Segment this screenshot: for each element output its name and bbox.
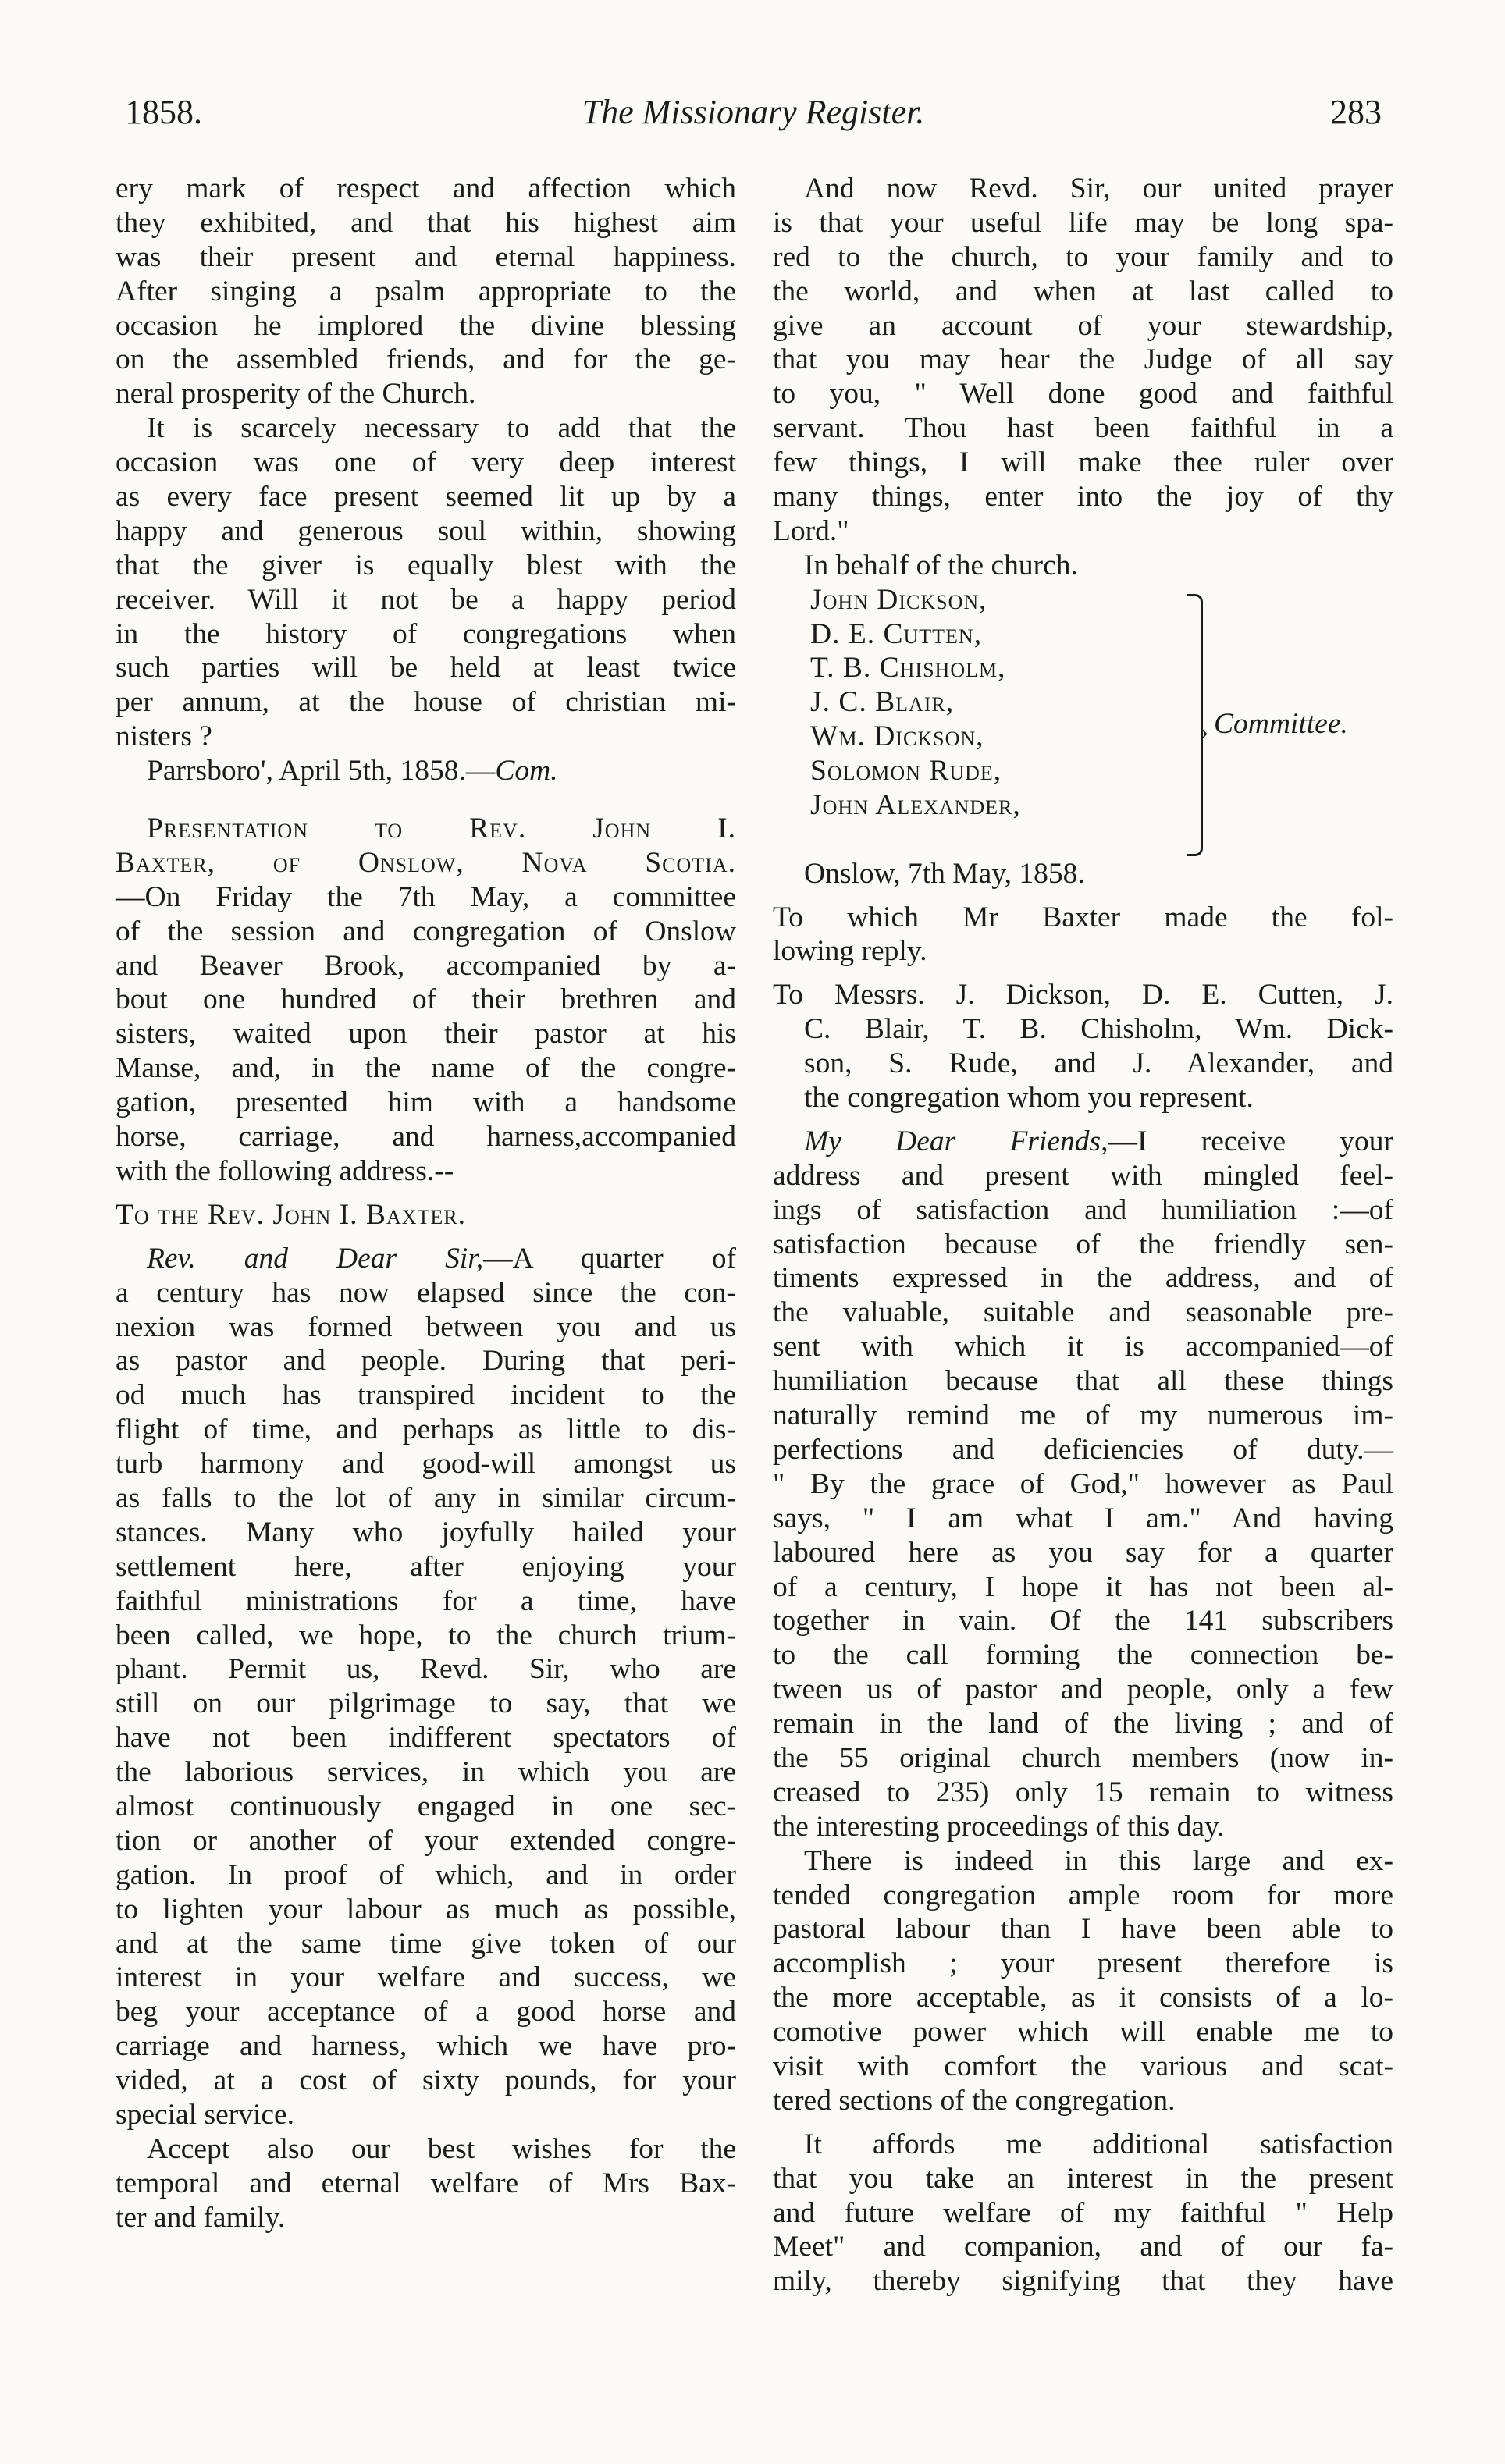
text-line: address and present with mingled feel- (773, 1159, 1393, 1192)
text-line: have not been indifferent spectators of (116, 1722, 736, 1755)
text-line: humiliation because that all these things (773, 1365, 1393, 1398)
paragraph-reply (773, 1125, 1393, 1844)
text-line: to you, " Well done good and faithful (773, 378, 1393, 411)
text-line: bout one hundred of their brethren and (116, 983, 736, 1016)
text-line: nisters ? (116, 720, 212, 753)
text-line: nexion was formed between you and us (116, 1310, 736, 1343)
text-line: stances. Many who joyfully hailed your (116, 1516, 736, 1548)
text-line: naturally remind me of my numerous im- (773, 1399, 1393, 1432)
text-line: od much has transpired incident to the (116, 1379, 736, 1412)
text-line: turb harmony and good-will amongst us (116, 1448, 736, 1481)
text-line: the laborious services, in which you are (116, 1756, 736, 1789)
section-gap (773, 891, 1393, 901)
committee-member: D. E. Cutten, (810, 617, 983, 650)
section-gap (773, 2118, 1393, 2128)
text-line: and future welfare of my faithful " Help (773, 2196, 1393, 2229)
text-line: perfections and deficiencies of duty.— (773, 1433, 1393, 1466)
text-line: such parties will be held at least twice (116, 652, 736, 684)
text-line: tion or another of your extended congre- (116, 1824, 736, 1857)
text-line: still on our pilgrimage to say, that we (116, 1687, 736, 1720)
text-line: been called, we hope, to the church trium- (116, 1619, 736, 1652)
text-line: Meet" and companion, and of our fa- (773, 2231, 1393, 2263)
text-line: as falls to the lot of any in similar circum- (116, 1481, 736, 1514)
text-run: —A quarter of (483, 1242, 736, 1275)
text-line: receiver. Will it not be a happy period (116, 583, 736, 616)
text-line: sisters, waited upon their pastor at his (116, 1018, 736, 1051)
text-line: To which Mr Baxter made the fol- (773, 901, 1393, 933)
text-line: as every face present seemed lit up by a (116, 481, 736, 514)
text-line: gation. In proof of which, and in order (116, 1858, 736, 1891)
paragraph-address (116, 1242, 736, 2132)
text-line: phant. Permit us, Revd. Sir, who are (116, 1653, 736, 1686)
text-line: special service. (116, 2098, 295, 2131)
dateline: Onslow, 7th May, 1858. (804, 857, 1085, 890)
paragraph-ample-room (773, 1844, 1393, 2118)
paragraph-united-prayer (773, 172, 1393, 549)
committee-label: Committee. (1214, 707, 1348, 740)
text-line: of a century, I hope it has not been al- (773, 1570, 1393, 1603)
text-line: on the assembled friends, and for the ge- (116, 343, 736, 376)
committee-member: John Dickson, (810, 583, 987, 616)
text-line: accomplish ; your present therefore is (773, 1947, 1393, 1980)
text-line: creased to 235) only 15 remain to witness (773, 1776, 1393, 1808)
text-line: occasion was one of very deep interest (116, 446, 736, 479)
brace-point: › (1201, 718, 1208, 745)
text-line: There is indeed in this large and ex- (804, 1844, 1393, 1877)
heading-line: Baxter, of Onslow, Nova Scotia. (116, 846, 736, 879)
text-line: occasion he implored the divine blessing (116, 309, 736, 342)
text-line: says, " I am what I am." And having (773, 1502, 1393, 1534)
text-line: settlement here, after enjoying your (116, 1550, 736, 1583)
text-line (773, 1125, 1393, 1159)
text-line: the 55 original church members (now in- (773, 1741, 1393, 1774)
text-line: as pastor and people. During that peri- (116, 1345, 736, 1378)
behalf-line: In behalf of the church. (804, 549, 1078, 581)
reply-address-block (773, 978, 1393, 1115)
text-line: neral prosperity of the Church. (116, 378, 476, 411)
text-line: that you may hear the Judge of all say (773, 343, 1393, 376)
text-line: they exhibited, and that his highest aim (116, 206, 736, 239)
text-line: ery mark of respect and affection which (116, 172, 736, 204)
text-line: visit with comfort the various and scat- (773, 2050, 1393, 2082)
text-line: and at the same time give token of our (116, 1927, 736, 1960)
text-line: in the history of congregations when (116, 617, 736, 650)
text-line: with the following address.-- (116, 1154, 454, 1187)
text-line: " By the grace of God," however as Paul (773, 1467, 1393, 1500)
text-line: son, S. Rude, and J. Alexander, and (804, 1047, 1393, 1080)
text-line: happy and generous soul within, showing (116, 514, 736, 547)
text-line: gation, presented him with a handsome (116, 1086, 736, 1119)
section-gap (116, 788, 736, 812)
paragraph-presentation (116, 880, 736, 1189)
text-line: the valuable, suitable and seasonable pre- (773, 1296, 1393, 1329)
salutation: Rev. and Dear Sir, (147, 1242, 484, 1275)
text-line: Accept also our best wishes for the (147, 2132, 736, 2165)
text-line: satisfaction because of the friendly sen- (773, 1228, 1393, 1260)
text-line: mily, thereby signifying that they have (773, 2265, 1393, 2298)
text-line: faithful ministrations for a time, have (116, 1584, 736, 1617)
text-line: C. Blair, T. B. Chisholm, Wm. Dick- (804, 1013, 1393, 1046)
text-line: It is scarcely necessary to add that the (147, 412, 736, 445)
paragraph-deep-interest (116, 411, 736, 754)
text-line: few things, I will make thee ruler over (773, 446, 1393, 479)
text-line: And now Revd. Sir, our united prayer (804, 172, 1393, 204)
text-line: tended congregation ample room for more (773, 1879, 1393, 1911)
text-line: give an account of your stewardship, (773, 309, 1393, 342)
text-line: laboured here as you say for a quarter (773, 1536, 1393, 1569)
paragraph-additional-satisfaction (773, 2128, 1393, 2299)
text-line: to the call forming the connection be- (773, 1639, 1393, 1672)
text-line: servant. Thou hast been faithful in a (773, 412, 1393, 445)
text-line: together in vain. Of the 141 subscribers (773, 1605, 1393, 1637)
text-line: ings of satisfaction and humiliation :—of (773, 1193, 1393, 1226)
text-line: the world, and when at last called to (773, 275, 1393, 308)
text-line: of the session and congregation of Onslow (116, 915, 736, 948)
paragraph-best-wishes (116, 2132, 736, 2235)
text-line: almost continuously engaged in one sec- (116, 1790, 736, 1822)
place-date: Parrsboro', April 5th, 1858.— (147, 755, 496, 788)
text-line: Manse, and, in the name of the congre- (116, 1052, 736, 1085)
text-run: —I receive your (1108, 1125, 1393, 1157)
committee-member: J. C. Blair, (810, 686, 955, 719)
text-line: sent with which it is accompanied—of (773, 1331, 1393, 1364)
text-line: lowing reply. (773, 935, 927, 968)
text-line: comotive power which will enable me to (773, 2016, 1393, 2049)
left-column (116, 172, 736, 2235)
text-line: temporal and eternal welfare of Mrs Bax- (116, 2167, 736, 2199)
text-line: vided, at a cost of sixty pounds, for your (116, 2064, 736, 2097)
text-line: red to the church, to your family and to (773, 240, 1393, 273)
reply-salutation: My Dear Friends, (804, 1125, 1108, 1157)
text-line: many things, enter into the joy of thy (773, 481, 1393, 514)
page-number: 283 (1330, 93, 1382, 131)
committee-member: T. B. Chisholm, (810, 652, 1006, 684)
section-gap (116, 1232, 736, 1242)
text-line: After singing a psalm appropriate to the (116, 275, 736, 308)
text-line: interest in your welfare and success, we (116, 1961, 736, 1994)
text-line: that the giver is equally blest with the (116, 549, 736, 581)
text-line: horse, carriage, and harness,accompanied (116, 1121, 736, 1154)
text-line: the congregation whom you represent. (804, 1082, 1254, 1115)
journal-title: The Missionary Register. (582, 93, 925, 131)
text-line: carriage and harness, which we have pro- (116, 2030, 736, 2063)
paragraph-closing-account (116, 172, 736, 411)
text-line: to lighten your labour as much as possible, (116, 1893, 736, 1925)
address-heading: To the Rev. John I. Baxter. (116, 1198, 466, 1231)
text-line: —On Friday the 7th May, a committee (116, 880, 736, 913)
text-line: tween us of pastor and people, only a few (773, 1673, 1393, 1706)
text-line: tered sections of the congregation. (773, 2084, 1176, 2117)
text-line: the interesting proceedings of this day. (773, 1810, 1225, 1843)
text-line: To Messrs. J. Dickson, D. E. Cutten, J. (773, 979, 1393, 1012)
signature: Com. (495, 755, 558, 788)
text-line: It affords me additional satisfaction (804, 2128, 1393, 2160)
text-line: per annum, at the house of christian mi- (116, 686, 736, 719)
text-line (116, 1242, 736, 1276)
text-line: timents expressed in the address, and of (773, 1262, 1393, 1295)
paragraph-reply-intro (773, 901, 1393, 969)
committee-signatures (773, 583, 1393, 857)
section-gap (116, 1189, 736, 1198)
text-line: that you take an interest in the present (773, 2162, 1393, 2195)
committee-member: Wm. Dickson, (810, 720, 984, 753)
text-line: flight of time, and perhaps as little to dis- (116, 1413, 736, 1446)
text-line: is that your useful life may be long spa- (773, 206, 1393, 239)
text-line: beg your acceptance of a good horse and (116, 1996, 736, 2028)
dateline-signoff (116, 754, 736, 788)
committee-member: Solomon Rude, (810, 755, 1002, 788)
committee-member: John Alexander, (810, 789, 1021, 822)
text-line: the more acceptable, as it consists of a lo- (773, 1982, 1393, 2014)
right-column (773, 172, 1393, 2299)
header-year: 1858. (125, 93, 202, 131)
text-line: remain in the land of the living ; and of (773, 1708, 1393, 1740)
text-line: pastoral labour than I have been able to (773, 1913, 1393, 1946)
text-line: ter and family. (116, 2201, 286, 2234)
text-line: and Beaver Brook, accompanied by a- (116, 949, 736, 982)
running-header (125, 92, 1382, 147)
committee-names (810, 583, 1021, 823)
section-gap (773, 969, 1393, 978)
section-gap (773, 1115, 1393, 1125)
heading-line: Presentation to Rev. John I. (147, 812, 736, 845)
section-heading (116, 812, 736, 880)
text-line: Lord." (773, 514, 849, 547)
text-line: a century has now elapsed since the con- (116, 1276, 736, 1309)
text-line: was their present and eternal happiness. (116, 240, 736, 273)
